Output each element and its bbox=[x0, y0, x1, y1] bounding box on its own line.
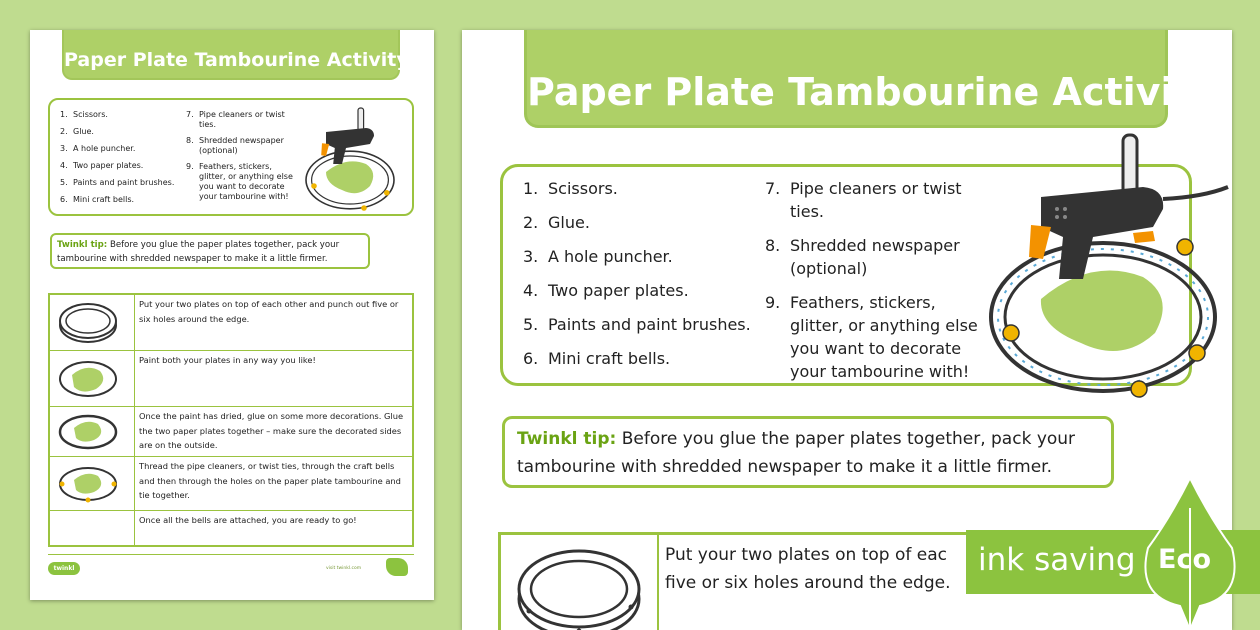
thumbnail-page bbox=[30, 30, 434, 600]
table-row: Thread the pipe cleaners, or twist ties, through the craft bells and then through the holes on the paper plate tambourine and tie together. bbox=[50, 457, 412, 511]
twinkl-logo: twinkl bbox=[48, 562, 80, 575]
list-item: 6. Mini craft bells. bbox=[60, 195, 135, 204]
list-item: 3. A hole puncher. bbox=[523, 247, 673, 266]
table-row: Put your two plates on top of each other and punch out five or six holes around the edge. bbox=[50, 295, 412, 351]
list-item: 5. Paints and paint brushes. bbox=[523, 315, 751, 334]
thumbnail-footer-line bbox=[48, 554, 414, 555]
list-item: 8. Shredded newspaper (optional) bbox=[186, 136, 284, 155]
list-item: 9. Feathers, stickers, glitter, or anything else you want to decorate your tambourine with! bbox=[186, 162, 293, 201]
materials-box bbox=[500, 164, 1192, 386]
page-title: Paper Plate Tambourine Activity bbox=[524, 30, 1168, 128]
twinkl-tip bbox=[502, 416, 1114, 488]
materials-list-2 bbox=[765, 177, 981, 394]
glue-gun-tambourine-icon bbox=[292, 104, 408, 216]
footer-url: visit twinkl.com bbox=[326, 566, 362, 571]
step-image bbox=[50, 295, 135, 350]
list-item: 7. Pipe cleaners or twist ties. bbox=[765, 179, 962, 221]
tip-label: Twinkl tip: bbox=[517, 429, 617, 449]
thumbnail-tip: Twinkl tip: Before you glue the paper plates together, pack your tambourine with shredded newspaper to make it a little firmer. bbox=[50, 233, 370, 269]
step-image bbox=[50, 457, 135, 510]
thumbnail-materials-list-2 bbox=[186, 110, 296, 208]
list-item: 5. Paints and paint brushes. bbox=[60, 178, 175, 187]
list-item: 4. Two paper plates. bbox=[60, 161, 144, 170]
glue-gun-tambourine-icon bbox=[973, 127, 1232, 407]
step-1-text: Put your two plates on top of eac five or six holes around the edge. bbox=[665, 545, 951, 593]
thumbnail-steps-table bbox=[48, 293, 414, 547]
step-image bbox=[501, 535, 659, 630]
step-image bbox=[50, 407, 135, 456]
table-row: Once the paint has dried, glue on some more decorations. Glue the two paper plates together – make sure the decorated sides are on the outside. bbox=[50, 407, 412, 457]
list-item: 4. Two paper plates. bbox=[523, 281, 689, 300]
table-row: Paint both your plates in any way you like! bbox=[50, 351, 412, 407]
table-row: Once all the bells are attached, you are ready to go! bbox=[50, 511, 412, 545]
list-item: 2. Glue. bbox=[523, 213, 590, 232]
list-item: 2. Glue. bbox=[60, 127, 94, 136]
list-item: 3. A hole puncher. bbox=[60, 144, 136, 153]
plates-icon bbox=[509, 541, 649, 630]
plates-icon bbox=[56, 301, 120, 345]
list-item: 9. Feathers, stickers, glitter, or anything else you want to decorate your tambourine with! bbox=[765, 293, 978, 381]
footer-badge-icon bbox=[386, 558, 408, 576]
tip-text: Before you glue the paper plates together, pack your tambourine with shredded newspaper to make it a little firmer. bbox=[517, 429, 1076, 477]
ink-saving-label: ink saving bbox=[978, 542, 1136, 578]
list-item: 8. Shredded newspaper (optional) bbox=[765, 236, 960, 278]
step-image bbox=[50, 511, 135, 545]
thumbnail-title: Paper Plate Tambourine Activity bbox=[62, 30, 400, 80]
glued-plate-icon bbox=[56, 412, 120, 452]
eco-label: Eco bbox=[1158, 544, 1211, 575]
thumbnail-materials-list-1 bbox=[60, 110, 180, 212]
list-item: 1. Scissors. bbox=[523, 179, 618, 198]
step-image bbox=[50, 351, 135, 406]
list-item: 1. Scissors. bbox=[60, 110, 108, 119]
list-item: 7. Pipe cleaners or twist ties. bbox=[186, 110, 285, 129]
thumbnail-materials-box bbox=[48, 98, 414, 216]
list-item: 6. Mini craft bells. bbox=[523, 349, 671, 368]
materials-list-1 bbox=[523, 177, 763, 381]
belled-tambourine-icon bbox=[56, 462, 120, 506]
painted-plate-icon bbox=[56, 357, 120, 401]
